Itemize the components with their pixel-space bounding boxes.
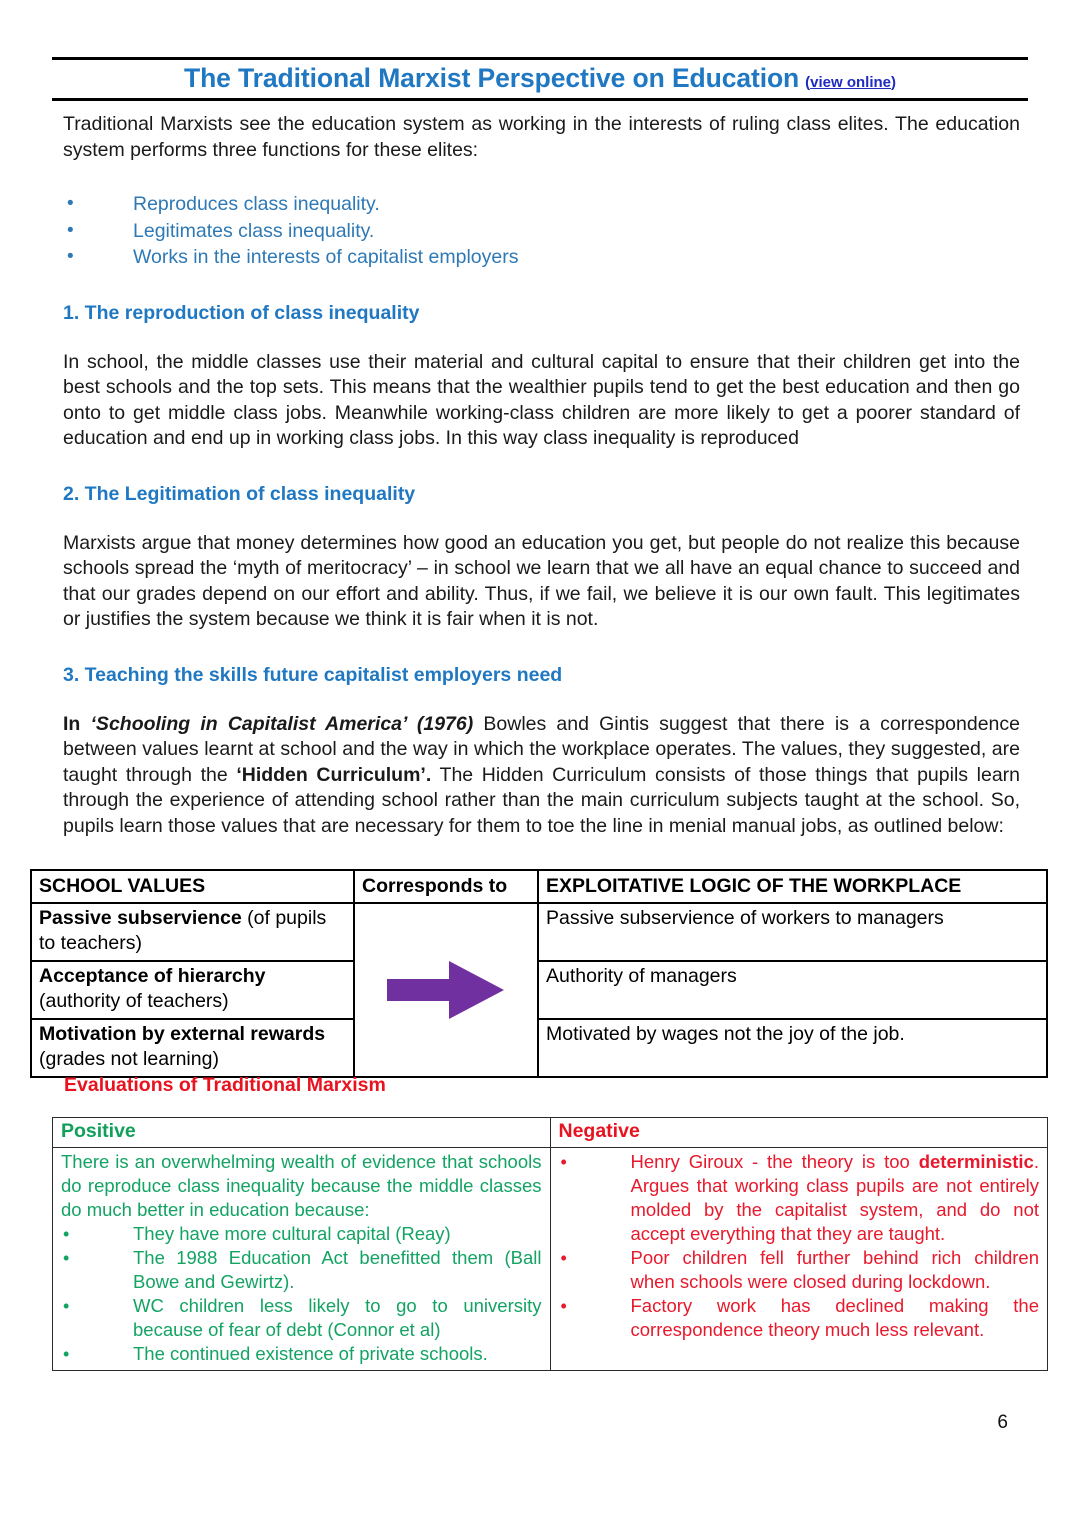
section-heading-3: 3. Teaching the skills future capitalist employers need (63, 663, 563, 686)
negative-item-lead: Henry Giroux - the theory is too (630, 1151, 919, 1172)
school-value-term-1: Passive subservience (39, 907, 242, 929)
school-value-term-2: Acceptance of hierarchy (39, 965, 266, 987)
header-rule-bottom (52, 98, 1028, 101)
bullet-dot-icon: • (560, 1296, 567, 1316)
negative-list-item (559, 1150, 1040, 1246)
bullet-dot-icon: • (63, 1248, 70, 1268)
cell-positive-body (53, 1148, 551, 1371)
negative-item-bold: deterministic (918, 1151, 1034, 1172)
section-paragraph-3 (63, 712, 1020, 840)
evaluations-heading: Evaluations of Traditional Marxism (64, 1074, 386, 1096)
positive-header-label: Positive (61, 1120, 136, 1142)
positive-list-item (61, 1342, 542, 1366)
section-paragraph-2: Marxists argue that money determines how good an education you get, but people do not realize this because schools spread the ‘myth of meritocracy’ – in school we learn that we all have an equal chance to succeed and that our grades depend on our effort and ability. Thus, if we fail, we believe it is our own fault. This legitimates or justifies the system because we think it is fair when it is not. (63, 531, 1020, 630)
table-row (31, 903, 1047, 961)
cell-school-value-3 (31, 1019, 354, 1077)
cell-school-value-1 (31, 903, 354, 961)
table-row (31, 1019, 1047, 1077)
cell-positive-header (53, 1118, 551, 1148)
section-heading-2: 2. The Legitimation of class inequality (63, 482, 416, 505)
document-body (63, 112, 1020, 839)
cell-workplace-2: Authority of managers (538, 961, 1047, 1019)
cell-negative-header (550, 1118, 1048, 1148)
section-heading-1: 1. The reproduction of class inequality (63, 301, 420, 324)
intro-bullet-list (63, 191, 1020, 271)
positive-content (61, 1150, 542, 1366)
cell-school-value-2 (31, 961, 354, 1019)
list-item (63, 191, 1020, 218)
cell-arrow (354, 903, 538, 1077)
paragraph-bold-term: ‘Hidden Curriculum’. (236, 763, 432, 786)
negative-list-item (559, 1294, 1040, 1342)
view-online-link[interactable] (805, 74, 896, 91)
list-item-label: Works in the interests of capitalist employers (133, 246, 519, 268)
evaluations-body-row (53, 1148, 1048, 1371)
bullet-dot-icon: • (63, 1344, 70, 1364)
bullet-dot-icon: • (67, 219, 74, 241)
negative-header-label: Negative (558, 1120, 640, 1142)
document-header (52, 57, 1028, 101)
negative-list-item (559, 1246, 1040, 1294)
positive-item-label: The continued existence of private schools. (133, 1343, 488, 1364)
negative-item-tail: . Argues that working class pupils are not entirely molded by the capitalist system, and do not accept everything that they are taught. (630, 1151, 1039, 1244)
school-value-detail-3: (grades not learning) (39, 1048, 219, 1070)
bullet-dot-icon: • (67, 193, 74, 214)
positive-item-label: They have more cultural capital (Reay) (133, 1223, 451, 1244)
bullet-dot-icon: • (63, 1224, 70, 1244)
bullet-dot-icon: • (560, 1248, 567, 1268)
negative-item-lead: Poor children fell further behind rich children when schools were closed during lockdown. (630, 1247, 1039, 1292)
paren-close: ) (891, 74, 896, 91)
positive-item-label: The 1988 Education Act benefitted them (Ball Bowe and Gewirtz). (133, 1247, 542, 1292)
evaluations-header-row (53, 1118, 1048, 1148)
list-item (63, 244, 1020, 271)
cell-negative-body (550, 1148, 1048, 1371)
bullet-dot-icon: • (63, 1296, 70, 1316)
table-header-row (31, 870, 1047, 903)
list-item-label: Reproduces class inequality. (133, 193, 380, 215)
list-item (63, 218, 1020, 245)
paragraph-run-2: The Hidden Curriculum consists of those things that pupils learn through the experience of attending school rather than the main curriculum subjects taught at the school. So, pupils learn those values that are necessary for them to toe the line in menial manual jobs, as outlined below: (63, 763, 1021, 837)
page-title: The Traditional Marxist Perspective on Education (183, 63, 800, 93)
paragraph-bold-lead: In (63, 712, 81, 735)
th-exploitative-logic: EXPLOITATIVE LOGIC OF THE WORKPLACE (538, 870, 1047, 903)
paragraph-run-1: Bowles and Gintis suggest that there is a correspondence between values learnt at school and the way in which the workplace operates. The values, they suggested, are taught through the (63, 712, 1020, 786)
correspondence-table (30, 869, 1048, 1078)
view-online-label[interactable]: view online (810, 74, 891, 91)
correspondence-table-wrapper (30, 869, 1048, 1078)
school-value-term-3: Motivation by external rewards (39, 1023, 326, 1045)
school-value-detail-1: (of pupils to teachers) (39, 907, 327, 954)
negative-item-lead: Factory work has declined making the correspondence theory much less relevant. (630, 1295, 1039, 1340)
positive-list-item (61, 1222, 542, 1246)
page-number: 6 (997, 1412, 1008, 1433)
th-school-values: SCHOOL VALUES (31, 870, 354, 903)
title-row (52, 60, 1028, 98)
school-value-detail-2: (authority of teachers) (39, 990, 229, 1012)
intro-paragraph: Traditional Marxists see the education system as working in the interests of ruling class elites. The education system performs three functions for these elites: (63, 113, 1020, 161)
positive-list-item (61, 1294, 542, 1342)
paragraph-book-title: ‘Schooling in Capitalist America’ (1976) (90, 712, 474, 735)
right-arrow-icon (387, 959, 505, 1021)
negative-content (559, 1150, 1040, 1342)
evaluations-table-wrapper (52, 1117, 1048, 1371)
cell-workplace-1: Passive subservience of workers to managers (538, 903, 1047, 961)
positive-list-item (61, 1246, 542, 1294)
bullet-dot-icon: • (67, 246, 74, 267)
bullet-dot-icon: • (560, 1152, 567, 1172)
paren-open: ( (805, 74, 811, 91)
evaluations-table (52, 1117, 1048, 1371)
section-paragraph-1: In school, the middle classes use their material and cultural capital to ensure that their children get into the best schools and the top sets. This means that the wealthier pupils tend to get the best education and then go onto to get middle class jobs. Meanwhile working-class children are more likely to get a poorer standard of education and end up in working class jobs. In this way class inequality is reproduced (63, 350, 1020, 449)
positive-item-label: WC children less likely to go to university because of fear of debt (Connor et al) (133, 1295, 542, 1340)
table-row (31, 961, 1047, 1019)
th-corresponds-to: Corresponds to (354, 870, 538, 903)
cell-workplace-3: Motivated by wages not the joy of the job. (538, 1019, 1047, 1077)
positive-intro: There is an overwhelming wealth of evidence that schools do reproduce class inequality because the middle classes do much better in education because: (61, 1151, 542, 1220)
list-item-label: Legitimates class inequality. (133, 219, 375, 242)
